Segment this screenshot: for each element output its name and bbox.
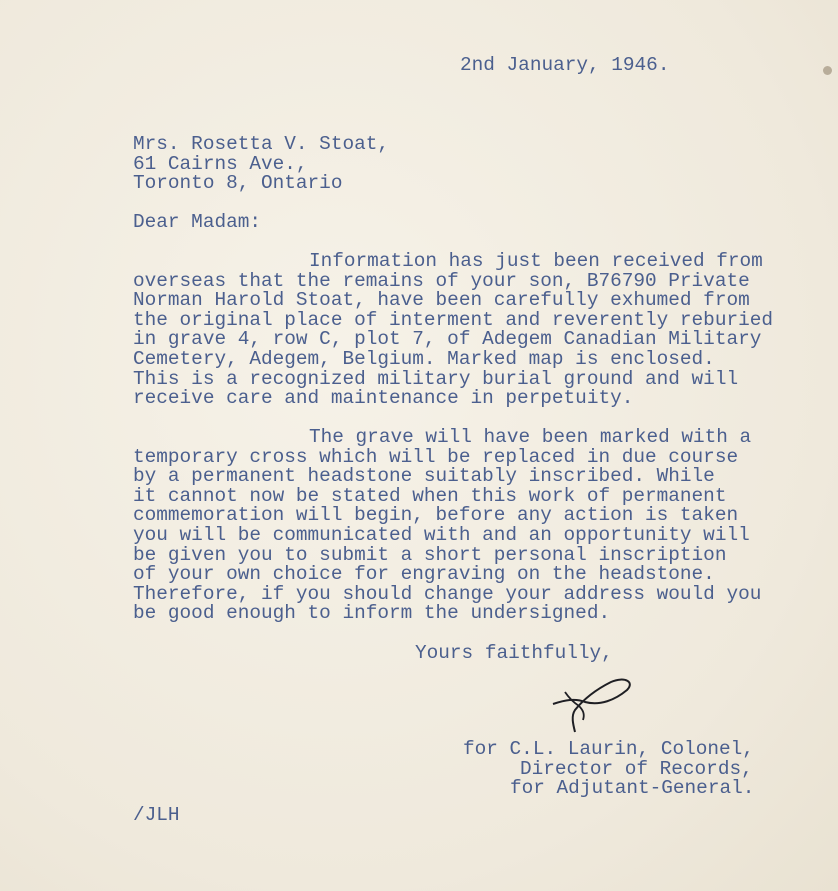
address-line: 61 Cairns Ave., [133,152,308,175]
text-line: temporary cross which will be replaced in due course [133,445,739,468]
paper-mark [823,66,832,75]
text-line: be good enough to inform the undersigned. [133,602,611,625]
text-line: Cemetery, Adegem, Belgium. Marked map is enclosed. [133,347,715,370]
address-line: Toronto 8, Ontario [133,172,343,195]
letter-date: 2nd January, 1946. [460,54,670,76]
text-line: you will be communicated with and an opportunity will [133,523,750,546]
text-line: by a permanent headstone suitably inscribed. While [133,465,715,488]
signature-line: for Adjutant-General. [510,777,755,800]
address-line: Mrs. Rosetta V. Stoat, [133,133,389,155]
closing: Yours faithfully, [415,642,613,664]
text-line: in grave 4, row C, plot 7, of Adegem Canadian Military [133,328,762,351]
signature-line: Director of Records, [520,757,753,780]
text-line: The grave will have been marked with a [309,426,752,448]
text-line: the original place of interment and reverently reburied [133,308,773,331]
text-line: Norman Harold Stoat, have been carefully exhumed from [133,289,750,312]
recipient-address [133,135,389,194]
signature-line: for C.L. Laurin, Colonel, [463,738,754,760]
text-line: receive care and maintenance in perpetuity. [133,387,634,410]
text-line: commemoration will begin, before any action is taken [133,504,739,527]
text-line: be given you to submit a short personal inscription [133,543,727,566]
text-line: This is a recognized military burial ground and will [133,367,739,390]
reference-initials: /JLH [133,804,180,826]
text-line: Information has just been received from [309,250,763,272]
text-line: it cannot now be stated when this work of permanent [133,484,727,507]
paragraph-2 [133,428,761,624]
text-line: overseas that the remains of your son, B76790 Private [133,269,750,292]
salutation: Dear Madam: [133,211,261,233]
text-line: Therefore, if you should change your address would you [133,582,762,605]
signature-block [463,740,754,799]
signature-scribble [545,670,640,735]
paragraph-1 [133,252,773,409]
text-line: of your own choice for engraving on the headstone. [133,563,715,586]
